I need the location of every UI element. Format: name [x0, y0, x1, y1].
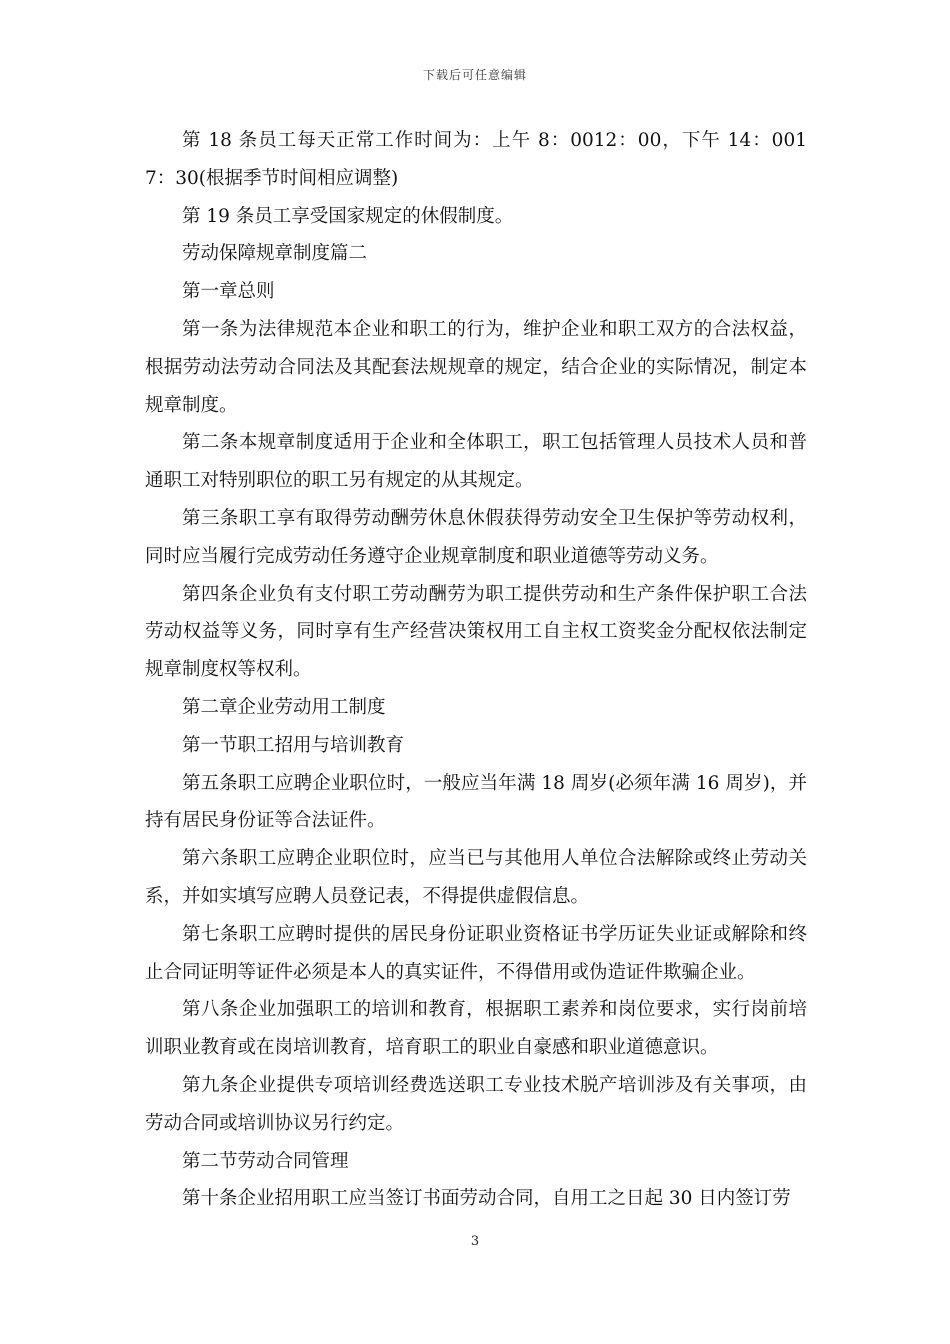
chapter-heading: 第二章企业劳动用工制度	[182, 696, 386, 718]
paragraph: 第六条职工应聘企业职位时，应当已与其他用人单位合法解除或终止劳动关系，并如实填写应聘人员登记表，不得提供虚假信息。	[145, 848, 807, 907]
paragraph: 第九条企业提供专项培训经费选送职工专业技术脱产培训涉及有关事项，由劳动合同或培训协议另行约定。	[145, 1074, 807, 1134]
section-heading: 劳动保障规章制度篇二	[182, 243, 368, 265]
paragraph: 第七条职工应聘时提供的居民身份证职业资格证书学历证失业证或解除和终止合同证明等证件必须是本人的真实证件，不得借用或伪造证件欺骗企业。	[145, 923, 807, 983]
chapter-heading: 第一章总则	[182, 281, 275, 303]
document-body	[145, 122, 807, 1218]
subsection-heading: 第二节劳动合同管理	[182, 1150, 349, 1172]
paragraph: 第五条职工应聘企业职位时，一般应当年满 18 周岁(必须年满 16 周岁)，并持有居民身份证等合法证件。	[145, 772, 807, 832]
paragraph: 第二条本规章制度适用于企业和全体职工，职工包括管理人员技术人员和普通职工对特别职位的职工另有规定的从其规定。	[145, 432, 807, 492]
paragraph: 第四条企业负有支付职工劳动酬劳为职工提供劳动和生产条件保护职工合法劳动权益等义务，同时享有生产经营决策权用工自主权工资奖金分配权依法制定规章制度权等权利。	[145, 583, 807, 681]
paragraph: 第三条职工享有取得劳动酬劳休息休假获得劳动安全卫生保护等劳动权利，同时应当履行完成劳动任务遵守企业规章制度和职业道德等劳动义务。	[145, 507, 807, 567]
paragraph: 第十条企业招用职工应当签订书面劳动合同，自用工之日起 30 日内签订劳	[182, 1188, 791, 1210]
subsection-heading: 第一节职工招用与培训教育	[182, 734, 405, 756]
paragraph: 第一条为法律规范本企业和职工的行为，维护企业和职工双方的合法权益，根据劳动法劳动合同法及其配套法规规章的规定，结合企业的实际情况，制定本规章制度。	[145, 318, 807, 416]
paragraph: 第 18 条员工每天正常工作时间为：上午 8：0012：00，下午 14：0017：30(根据季节时间相应调整)	[145, 130, 807, 189]
paragraph: 第 19 条员工享受国家规定的休假制度。	[182, 205, 514, 227]
page-number: 3	[470, 1234, 480, 1249]
paragraph: 第八条企业加强职工的培训和教育，根据职工素养和岗位要求，实行岗前培训职业教育或在岗培训教育，培育职工的职业自豪感和职业道德意识。	[145, 999, 807, 1059]
header-note: 下载后可任意编辑	[422, 68, 527, 82]
